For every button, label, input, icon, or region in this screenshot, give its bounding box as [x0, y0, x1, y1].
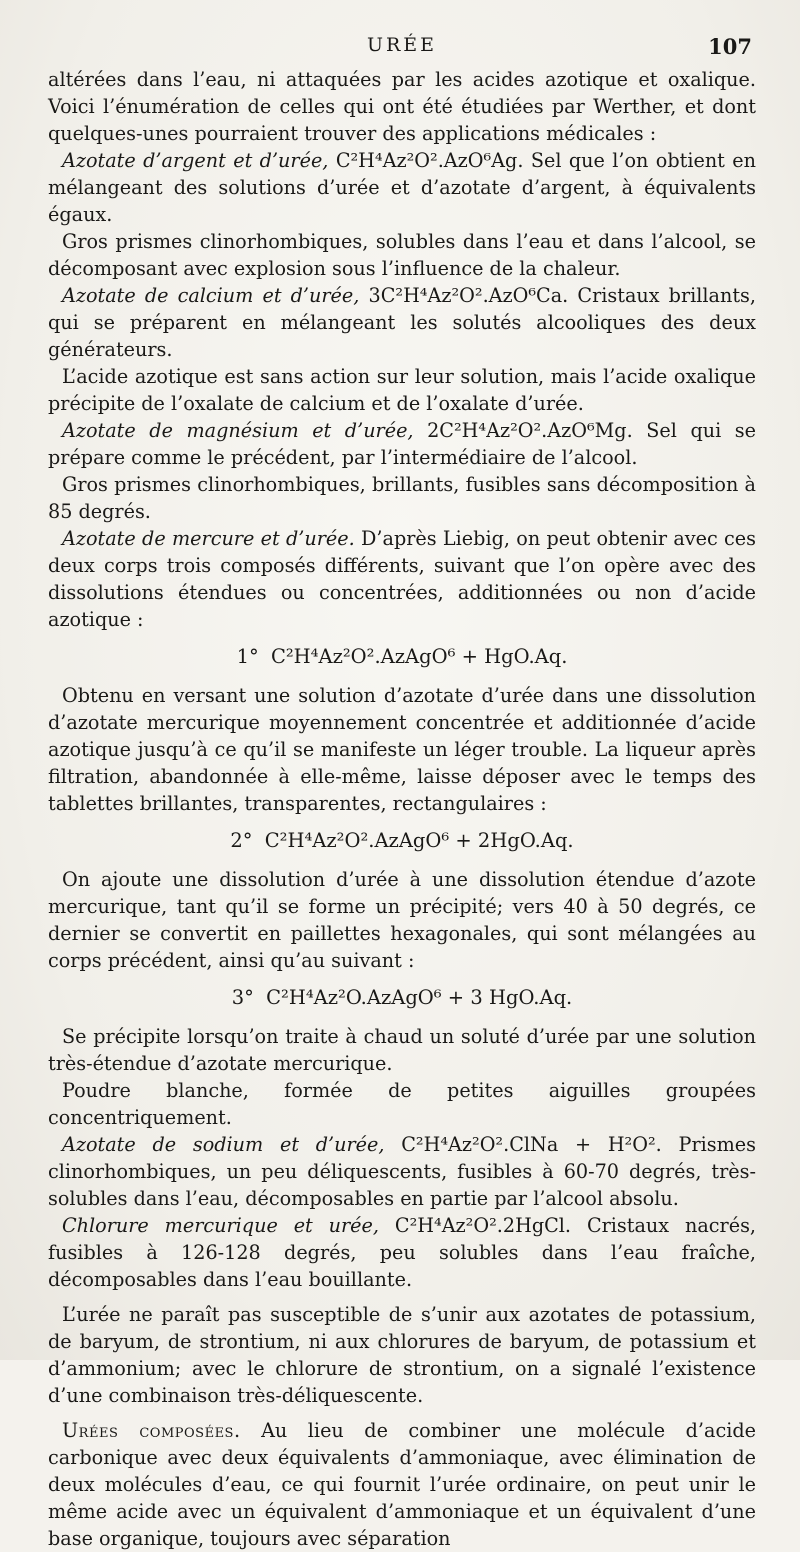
formula-number: 3°: [231, 986, 254, 1009]
compound-name: Chlorure mercurique et urée,: [62, 1214, 379, 1237]
paragraph-text: Cristaux brillants, qui se préparent en mélangeant les solutés alcooliques des deux générateurs.: [48, 284, 756, 361]
compound-formula: C²H⁴Az²O².ClNa + H²O².: [401, 1133, 662, 1156]
compound-formula: 2C²H⁴Az²O².AzO⁶Mg.: [427, 419, 633, 442]
section-heading: Urées composées.: [62, 1419, 241, 1442]
page-header: [48, 34, 756, 60]
paragraph-text: On ajoute une dissolution d’urée à une dissolution étendue d’azote mercurique, tant qu’il se forme un précipité; vers 40 à 50 degrés, ce dernier se convertit en paillettes hexagonales, qui sont mélangées au corps précédent, ainsi qu’au suivant :: [48, 868, 756, 972]
compound-formula: 3C²H⁴Az²O².AzO⁶Ca.: [368, 284, 569, 307]
paragraph-preparation: [48, 1023, 756, 1077]
paragraph-text: Poudre blanche, formée de petites aiguilles groupées concentriquement.: [48, 1079, 756, 1129]
paragraph-properties: [48, 228, 756, 282]
paragraph-remarks: [48, 1301, 756, 1409]
compound-name: Azotate d’argent et d’urée,: [62, 149, 329, 172]
paragraph-text: Prismes clinorhombiques, un peu déliquescents, fusibles à 60-70 degrés, très-solubles dans l’eau, décomposables en partie par l’alcool absolu.: [48, 1133, 756, 1210]
paragraph-text: L’urée ne paraît pas susceptible de s’unir aux azotates de potassium, de baryum, de strontium, ni aux chlorures de baryum, de potassium et d’ammonium; avec le chlorure de strontium, on a signalé l’existence d’une combinaison très-déliquescente.: [48, 1303, 756, 1407]
paragraph-preparation: [48, 682, 756, 817]
paragraph-text: Au lieu de combiner une molécule d’acide carbonique avec deux équivalents d’ammoniaque, avec élimination de deux molécules d’eau, ce qui fournit l’urée ordinaire, on peut unir le même acide avec un équivalent d’ammoniaque et un équivalent d’une base organique, toujours avec séparation: [48, 1419, 756, 1550]
paragraph-properties: [48, 1077, 756, 1131]
formula-3: [48, 984, 756, 1011]
formula-2: [48, 827, 756, 854]
compound-formula: C²H⁴Az²O².AzO⁶Ag.: [335, 149, 524, 172]
formula-text: C²H⁴Az²O².AzAgO⁶ + 2HgO.Aq.: [264, 829, 574, 852]
paragraph-calcium-nitrate: [48, 282, 756, 363]
paragraph-preparation: [48, 866, 756, 974]
paragraph-mercury-nitrate: [48, 525, 756, 633]
formula-number: 2°: [230, 829, 253, 852]
compound-name: Azotate de magnésium et d’urée,: [62, 419, 414, 442]
compound-formula: C²H⁴Az²O².2HgCl.: [394, 1214, 572, 1237]
body-text: [48, 66, 756, 1552]
paragraph-text: Cristaux nacrés, fusibles à 126-128 degrés, peu solubles dans l’eau fraîche, décomposables dans l’eau bouillante.: [48, 1214, 757, 1291]
paragraph-silver-nitrate: [48, 147, 756, 228]
paragraph-compound-ureas: [48, 1417, 756, 1552]
paragraph-text: Sel qui se prépare comme le précédent, par l’intermédiaire de l’alcool.: [48, 419, 756, 469]
running-title: URÉE: [366, 34, 438, 56]
formula-text: C²H⁴Az²O².AzAgO⁶ + HgO.Aq.: [270, 645, 568, 668]
compound-name: Azotate de mercure et d’urée.: [62, 527, 355, 550]
paragraph-text: Sel que l’on obtient en mélangeant des solutions d’urée et d’azotate d’argent, à équivalents égaux.: [48, 149, 756, 226]
paragraph-continuation: [48, 66, 756, 147]
compound-name: Azotate de sodium et d’urée,: [62, 1133, 385, 1156]
formula-text: C²H⁴Az²O.AzAgO⁶ + 3 HgO.Aq.: [266, 986, 573, 1009]
paragraph-text: Obtenu en versant une solution d’azotate d’urée dans une dissolution d’azotate mercurique moyennement concentrée et additionnée d’acide azotique jusqu’à ce qu’il se manifeste un léger trouble. La liqueur après filtration, abandonnée à elle-même, laisse déposer avec le temps des tablettes brillantes, transparentes, rectangulaires :: [48, 684, 756, 815]
paragraph-sodium-nitrate: [48, 1131, 756, 1212]
paragraph-text: L’acide azotique est sans action sur leur solution, mais l’acide oxalique précipite de l’oxalate de calcium et de l’oxalate d’urée.: [48, 365, 756, 415]
paragraph-text: Se précipite lorsqu’on traite à chaud un soluté d’urée par une solution très-étendue d’azotate mercurique.: [48, 1025, 756, 1075]
paragraph-text: Gros prismes clinorhombiques, brillants, fusibles sans décomposition à 85 degrés.: [48, 473, 756, 523]
formula-number: 1°: [236, 645, 259, 668]
paragraph-text: D’après Liebig, on peut obtenir avec ces deux corps trois composés différents, suivant que l’on opère avec des dissolutions étendues ou concentrées, additionnées ou non d’acide azotique :: [48, 527, 756, 631]
paragraph-properties: [48, 363, 756, 417]
formula-1: [48, 643, 756, 670]
paragraph-text: Gros prismes clinorhombiques, solubles dans l’eau et dans l’alcool, se décomposant avec explosion sous l’influence de la chaleur.: [48, 230, 756, 280]
paragraph-magnesium-nitrate: [48, 417, 756, 471]
compound-name: Azotate de calcium et d’urée,: [62, 284, 360, 307]
page-number: 107: [708, 34, 752, 59]
paragraph-properties: [48, 471, 756, 525]
paragraph-mercuric-chloride: [48, 1212, 756, 1293]
paragraph-text: altérées dans l’eau, ni attaquées par les acides azotique et oxalique. Voici l’énumération de celles qui ont été étudiées par Werther, et dont quelques-unes pourraient trouver des applications médicales :: [48, 68, 756, 145]
